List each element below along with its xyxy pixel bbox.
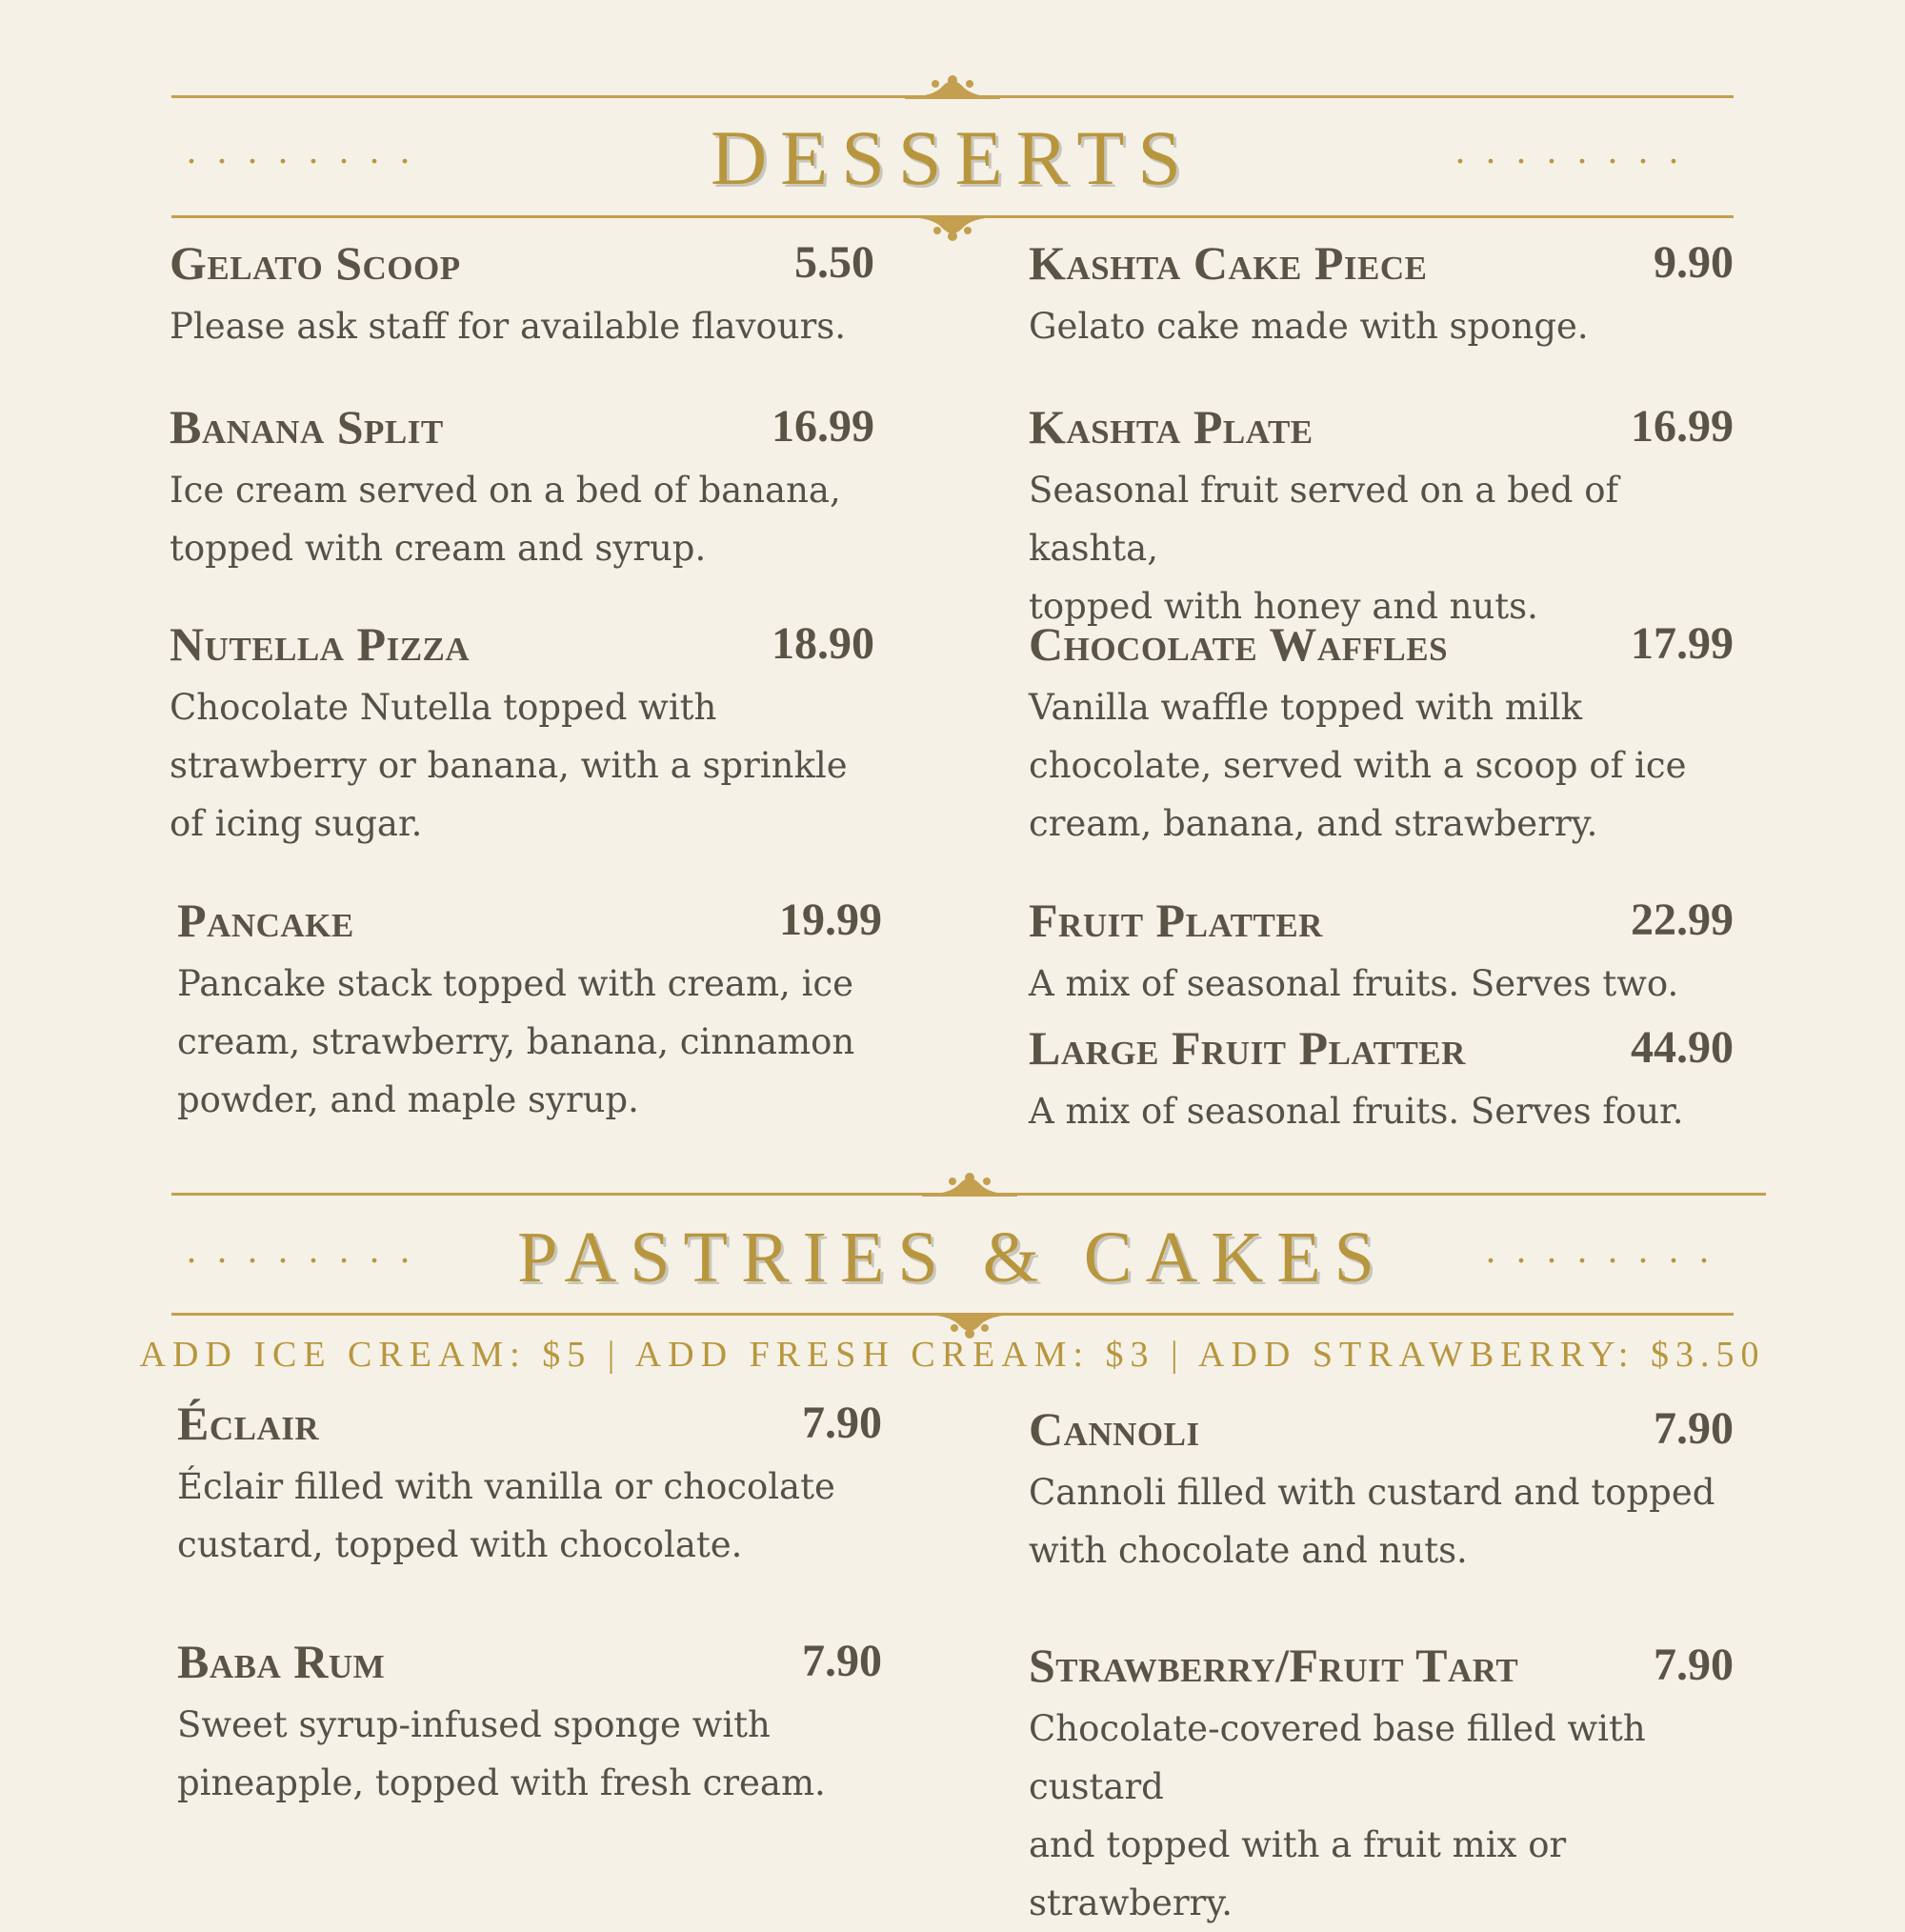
menu-item-kashta-plate (1029, 398, 1734, 635)
menu-item-eclair (177, 1395, 882, 1574)
item-price: 5.50 (794, 237, 874, 288)
item-name: Éclair (177, 1397, 320, 1450)
item-description: A mix of seasonal fruits. Serves four. (1029, 1091, 1684, 1132)
item-price: 18.90 (772, 618, 874, 669)
item-name: Pancake (177, 894, 354, 947)
menu-item-large-fruit-platter (1029, 1019, 1734, 1140)
menu-item-nutella-pizza (170, 615, 874, 853)
item-name: Chocolate Waffles (1029, 617, 1449, 671)
pastries-right-dots: ........ (1486, 1228, 1730, 1271)
crown-ornament-icon (895, 72, 1010, 111)
item-description: A mix of seasonal fruits. Serves two. (1029, 963, 1679, 1004)
item-name: Baba Rum (177, 1635, 386, 1688)
item-price: 7.90 (802, 1398, 882, 1448)
crown-ornament-icon (912, 1170, 1027, 1208)
item-description: Éclair filled with vanilla or chocolate custard, topped with chocolate. (177, 1466, 835, 1565)
menu-item-kashta-cake-piece (1029, 234, 1734, 355)
item-price: 9.90 (1654, 237, 1734, 288)
desserts-right-dots: ........ (1455, 129, 1699, 171)
item-name: Fruit Platter (1029, 894, 1323, 947)
pastries-title: PASTRIES & CAKES (517, 1218, 1388, 1298)
item-description: Pancake stack topped with cream, ice cream, strawberry, banana, cinnamon powder, and maple syrup. (177, 963, 855, 1120)
item-description: Please ask staff for available flavours. (170, 306, 847, 347)
item-price: 16.99 (772, 401, 874, 452)
item-price: 17.99 (1631, 618, 1734, 669)
item-price: 16.99 (1631, 401, 1734, 452)
menu-item-pancake (177, 892, 882, 1129)
item-description: Sweet syrup-infused sponge with pineapple, topped with fresh cream. (177, 1704, 826, 1803)
item-price: 7.90 (1654, 1403, 1734, 1454)
scroll-ornament-icon (895, 213, 1010, 252)
menu-item-chocolate-waffles (1029, 615, 1734, 853)
item-name: Cannoli (1029, 1402, 1200, 1456)
addons-note: ADD ICE CREAM: $5 | ADD FRESH CREAM: $3 | ADD STRAWBERRY: $3.50 (139, 1335, 1766, 1375)
item-price: 7.90 (802, 1636, 882, 1686)
menu-item-gelato-scoop (170, 234, 874, 355)
item-name: Kashta Cake Piece (1029, 236, 1428, 290)
desserts-title: DESSERTS (710, 114, 1195, 201)
item-name: Gelato Scoop (170, 236, 461, 290)
menu-item-fruit-platter (1029, 892, 1734, 1013)
menu-item-banana-split (170, 398, 874, 577)
item-description: Vanilla waffle topped with milk chocolate, served with a scoop of ice cream, banana, and strawberry. (1029, 687, 1687, 844)
item-name: Banana Split (170, 400, 444, 453)
menu-item-strawberry-fruit-tart (1029, 1637, 1734, 1932)
item-price: 44.90 (1631, 1022, 1734, 1073)
item-name: Nutella Pizza (170, 617, 471, 671)
item-description: Chocolate-covered base filled with custard and topped with a fruit mix or strawberry. (1029, 1708, 1646, 1923)
item-description: Ice cream served on a bed of banana, topped with cream and syrup. (170, 470, 841, 569)
item-description: Gelato cake made with sponge. (1029, 306, 1589, 347)
item-description: Chocolate Nutella topped with strawberry or banana, with a sprinkle of icing sugar. (170, 687, 848, 844)
item-description: Seasonal fruit served on a bed of kashta, topped with honey and nuts. (1029, 470, 1619, 627)
item-price: 22.99 (1631, 895, 1734, 945)
item-description: Cannoli filled with custard and topped with chocolate and nuts. (1029, 1472, 1715, 1571)
item-price: 19.99 (779, 895, 882, 945)
item-name: Kashta Plate (1029, 400, 1313, 453)
menu-item-cannoli (1029, 1400, 1734, 1580)
item-name: Large Fruit Platter (1029, 1021, 1466, 1075)
item-name: Strawberry/Fruit Tart (1029, 1639, 1519, 1692)
item-price: 7.90 (1654, 1640, 1734, 1690)
pastries-left-dots: ........ (187, 1228, 431, 1271)
desserts-left-dots: ........ (187, 129, 431, 171)
menu-item-baba-rum (177, 1633, 882, 1812)
